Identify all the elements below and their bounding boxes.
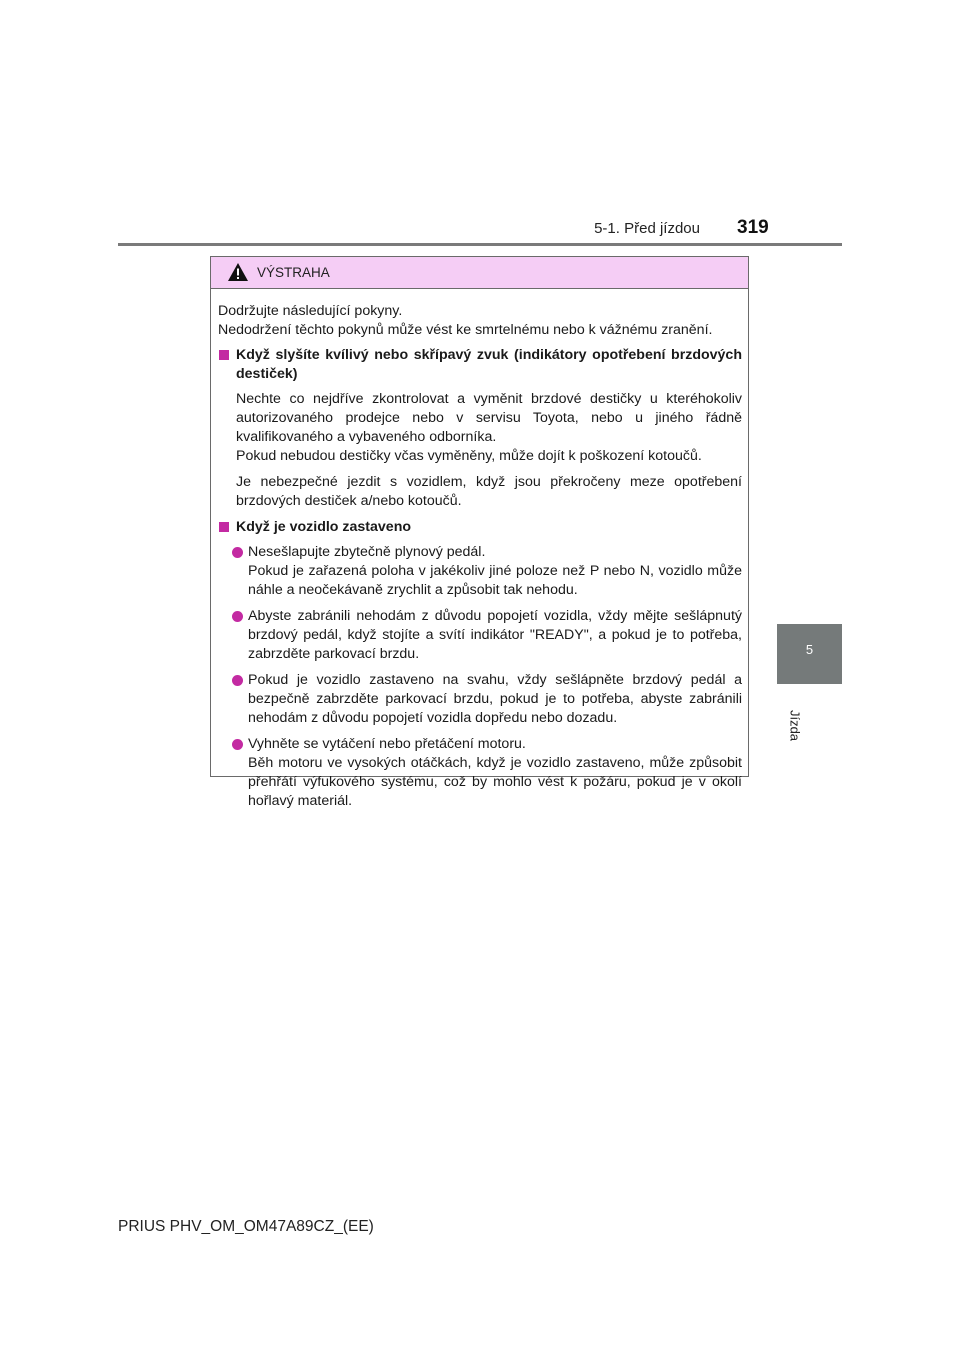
round-bullet-icon xyxy=(232,739,243,750)
intro-line: Nedodržení těchto pokynů může vést ke smrtelnému nebo k vážnému zranění. xyxy=(218,322,713,338)
round-bullet-icon xyxy=(232,611,243,622)
chapter-tab-number: 5 xyxy=(805,642,814,657)
warning-header xyxy=(211,257,748,289)
paragraph: Je nebezpečné jezdit s vozidlem, když jsou překročeny meze opotřebení brzdových destiček a/nebo kotoučů. xyxy=(236,474,742,509)
chapter-tab-label: Jízda xyxy=(787,709,803,742)
intro-line: Dodržujte následující pokyny. xyxy=(218,303,403,319)
warning-box xyxy=(210,256,749,809)
document-code: PRIUS PHV_OM_OM47A89CZ_(EE) xyxy=(118,1218,374,1235)
square-bullet-icon xyxy=(219,522,229,532)
warning-triangle-icon xyxy=(227,262,249,282)
list-item: Vyhněte se vytáčení nebo přetáčení motoru. Běh motoru ve vysokých otáčkách, když je vozidlo zastaveno, může způsobit přehřátí výfukového systému, což by mohlo vést k požáru, pokud je v okolí hořlavý materiál. xyxy=(218,735,742,811)
warning-intro xyxy=(218,302,742,340)
warning-body xyxy=(211,289,748,811)
paragraph: Nechte co nejdříve zkontrolovat a vyměnit brzdové destičky u kteréhokoliv autorizovaného prodejce nebo v servisu Toyota, nebo u jiného řádně kvalifikovaného a vybaveného odborníka. Pokud nebudou destičky včas vyměněny, může dojít k poškození kotoučů. xyxy=(236,391,742,464)
list-item: Pokud je vozidlo zastaveno na svahu, vždy sešlápněte brzdový pedál a bezpečně zabrzděte parkovací brzdu, pokud je to potřeba, abyste zabránili nehodám z důvodu popojetí vozidla dopředu nebo dozadu. xyxy=(218,671,742,728)
header-rule xyxy=(118,243,842,246)
list-item: Nesešlapujte zbytečně plynový pedál. Pokud je zařazená poloha v jakékoliv jiné poloze než P nebo N, vozidlo může náhle a neočekávaně zrychlit a způsobit tak nehodu. xyxy=(218,543,742,600)
list-item: Abyste zabránili nehodám z důvodu popojetí vozidla, vždy mějte sešlápnutý brzdový pedál, když stojíte a svítí indikátor "READY", a pokud je to potřeba, zabrzděte parkovací brzdu. xyxy=(218,607,742,664)
page-number: 319 xyxy=(737,217,769,238)
warning-title: VÝSTRAHA xyxy=(257,265,330,280)
chapter-tab[interactable] xyxy=(777,624,842,684)
round-bullet-icon xyxy=(232,675,243,686)
round-bullet-icon xyxy=(232,547,243,558)
section-heading-brake-pads: Když slyšíte kvílivý nebo skřípavý zvuk (indikátory opotřebení brzdových destiček) xyxy=(218,346,742,384)
square-bullet-icon xyxy=(219,350,229,360)
section-heading-vehicle-stopped: Když je vozidlo zastaveno xyxy=(218,518,742,537)
section-title: 5-1. Před jízdou xyxy=(594,220,700,237)
